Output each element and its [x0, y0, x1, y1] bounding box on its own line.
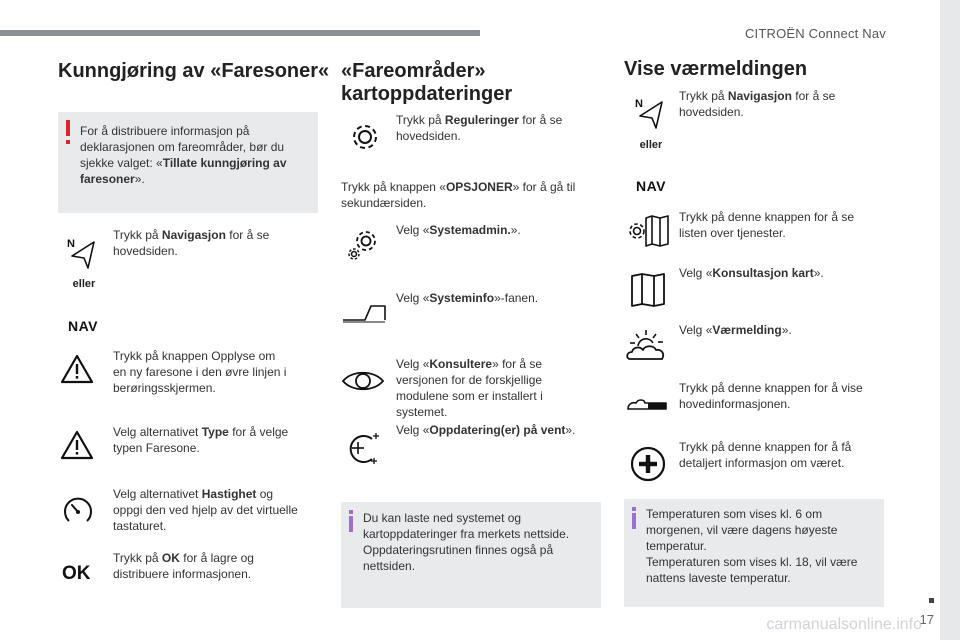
col2-step5: Velg «Konsultere» for å se versjonen for de forskjellige modulene som er installert i systemet. [396, 357, 543, 419]
col3-step4: Velg «Værmelding». [679, 323, 792, 337]
speedometer-icon[interactable] [61, 494, 95, 528]
col1-step2: Trykk på knappen Opplyse om en ny faresone i den øvre linjen i berøringsskjermen. [113, 349, 287, 395]
header-bar [0, 30, 480, 36]
col3-step5: Trykk på denne knappen for å vise hovedinformasjonen. [679, 381, 863, 411]
nav-button[interactable]: NAV [636, 178, 667, 194]
col2-step3: Velg «Systemadmin.». [396, 223, 521, 237]
view-eye-icon[interactable] [340, 366, 386, 396]
col1-heading: Kunngjøring av «Faresoner« [58, 60, 330, 82]
system-info-tab-icon[interactable] [341, 302, 387, 324]
system-admin-gears-icon[interactable] [346, 228, 382, 262]
eller-label: eller [639, 139, 663, 151]
col2-info-note [341, 502, 601, 608]
col3-heading: Vise værmeldingen [624, 58, 808, 80]
col1-step1: Trykk på Navigasjon for å se hovedsiden. [113, 228, 270, 258]
svg-text:N: N [67, 238, 75, 250]
weather-main-info-icon[interactable] [626, 396, 668, 412]
nav-button[interactable]: NAV [68, 318, 99, 334]
col2-note-text: Du kan laste ned systemet og kartoppdateringer fra merkets nettside. Oppdateringsrutinen finnes også på nettsiden. [363, 511, 570, 573]
col1-step5: Trykk på OK for å lagre og distribuere informasjonen. [113, 551, 254, 581]
page-edge-strip [940, 0, 960, 640]
navigation-arrow-icon[interactable] [66, 236, 100, 270]
ok-button[interactable]: OK [62, 563, 91, 584]
col3-step1: Trykk på Navigasjon for å se hovedsiden. [679, 89, 836, 119]
col1-step4: Velg alternativet Hastighet og oppgi den ved hjelp av det virtuelle tastaturet. [113, 487, 298, 533]
warning-type-icon[interactable] [60, 430, 94, 460]
page-number: 17 [919, 612, 934, 627]
col1-step3: Velg alternativet Type for å velge typen Faresone. [113, 425, 289, 455]
warning-triangle-icon[interactable] [60, 354, 94, 384]
col2-heading: «Fareområder» kartoppdateringer [341, 60, 513, 105]
col1-note-text: For å distribuere informasjon på deklarasjonen om fareområder, bør du sjekke valget: «Tillate kunngjøring av faresoner». [80, 124, 287, 186]
col3-step6: Trykk på denne knappen for å få detaljert informasjon om været. [679, 440, 852, 470]
svg-text:N: N [635, 98, 643, 110]
map-icon[interactable] [630, 272, 666, 308]
info-mark-icon [349, 516, 353, 532]
header-title: CITROËN Connect Nav [744, 26, 886, 41]
navigation-arrow-icon[interactable] [634, 96, 668, 130]
settings-gear-icon[interactable] [350, 122, 380, 152]
col2-step2: Trykk på knappen «OPSJONER» for å gå til sekundærsiden. [341, 180, 576, 210]
weather-sun-cloud-icon[interactable] [626, 328, 670, 362]
info-mark-icon [632, 513, 636, 529]
col2-step1: Trykk på Reguleringer for å se hovedsiden. [396, 113, 563, 143]
col3-step2: Trykk på denne knappen for å se listen over tjenester. [679, 210, 854, 240]
eller-label: eller [72, 278, 96, 290]
plus-circle-icon[interactable] [630, 446, 666, 482]
warning-mark-icon [66, 120, 70, 136]
col1-warning-note [58, 112, 318, 213]
pending-update-icon[interactable] [344, 430, 384, 468]
col3-step3: Velg «Konsultasjon kart». [679, 266, 824, 280]
col2-step6: Velg «Oppdatering(er) på vent». [396, 423, 576, 437]
col2-step4: Velg «Systeminfo»-fanen. [396, 291, 539, 305]
page-marker [929, 598, 934, 603]
services-gear-map-icon[interactable] [628, 214, 670, 248]
watermark: carmanualsonline.info [766, 616, 922, 633]
col3-info-note [624, 499, 884, 607]
col3-note-text: Temperaturen som vises kl. 6 om morgenen, vil være dagens høyeste temperatur. Temperaturen som vises kl. 18, vil være nattens laveste temperatur. [646, 507, 858, 585]
